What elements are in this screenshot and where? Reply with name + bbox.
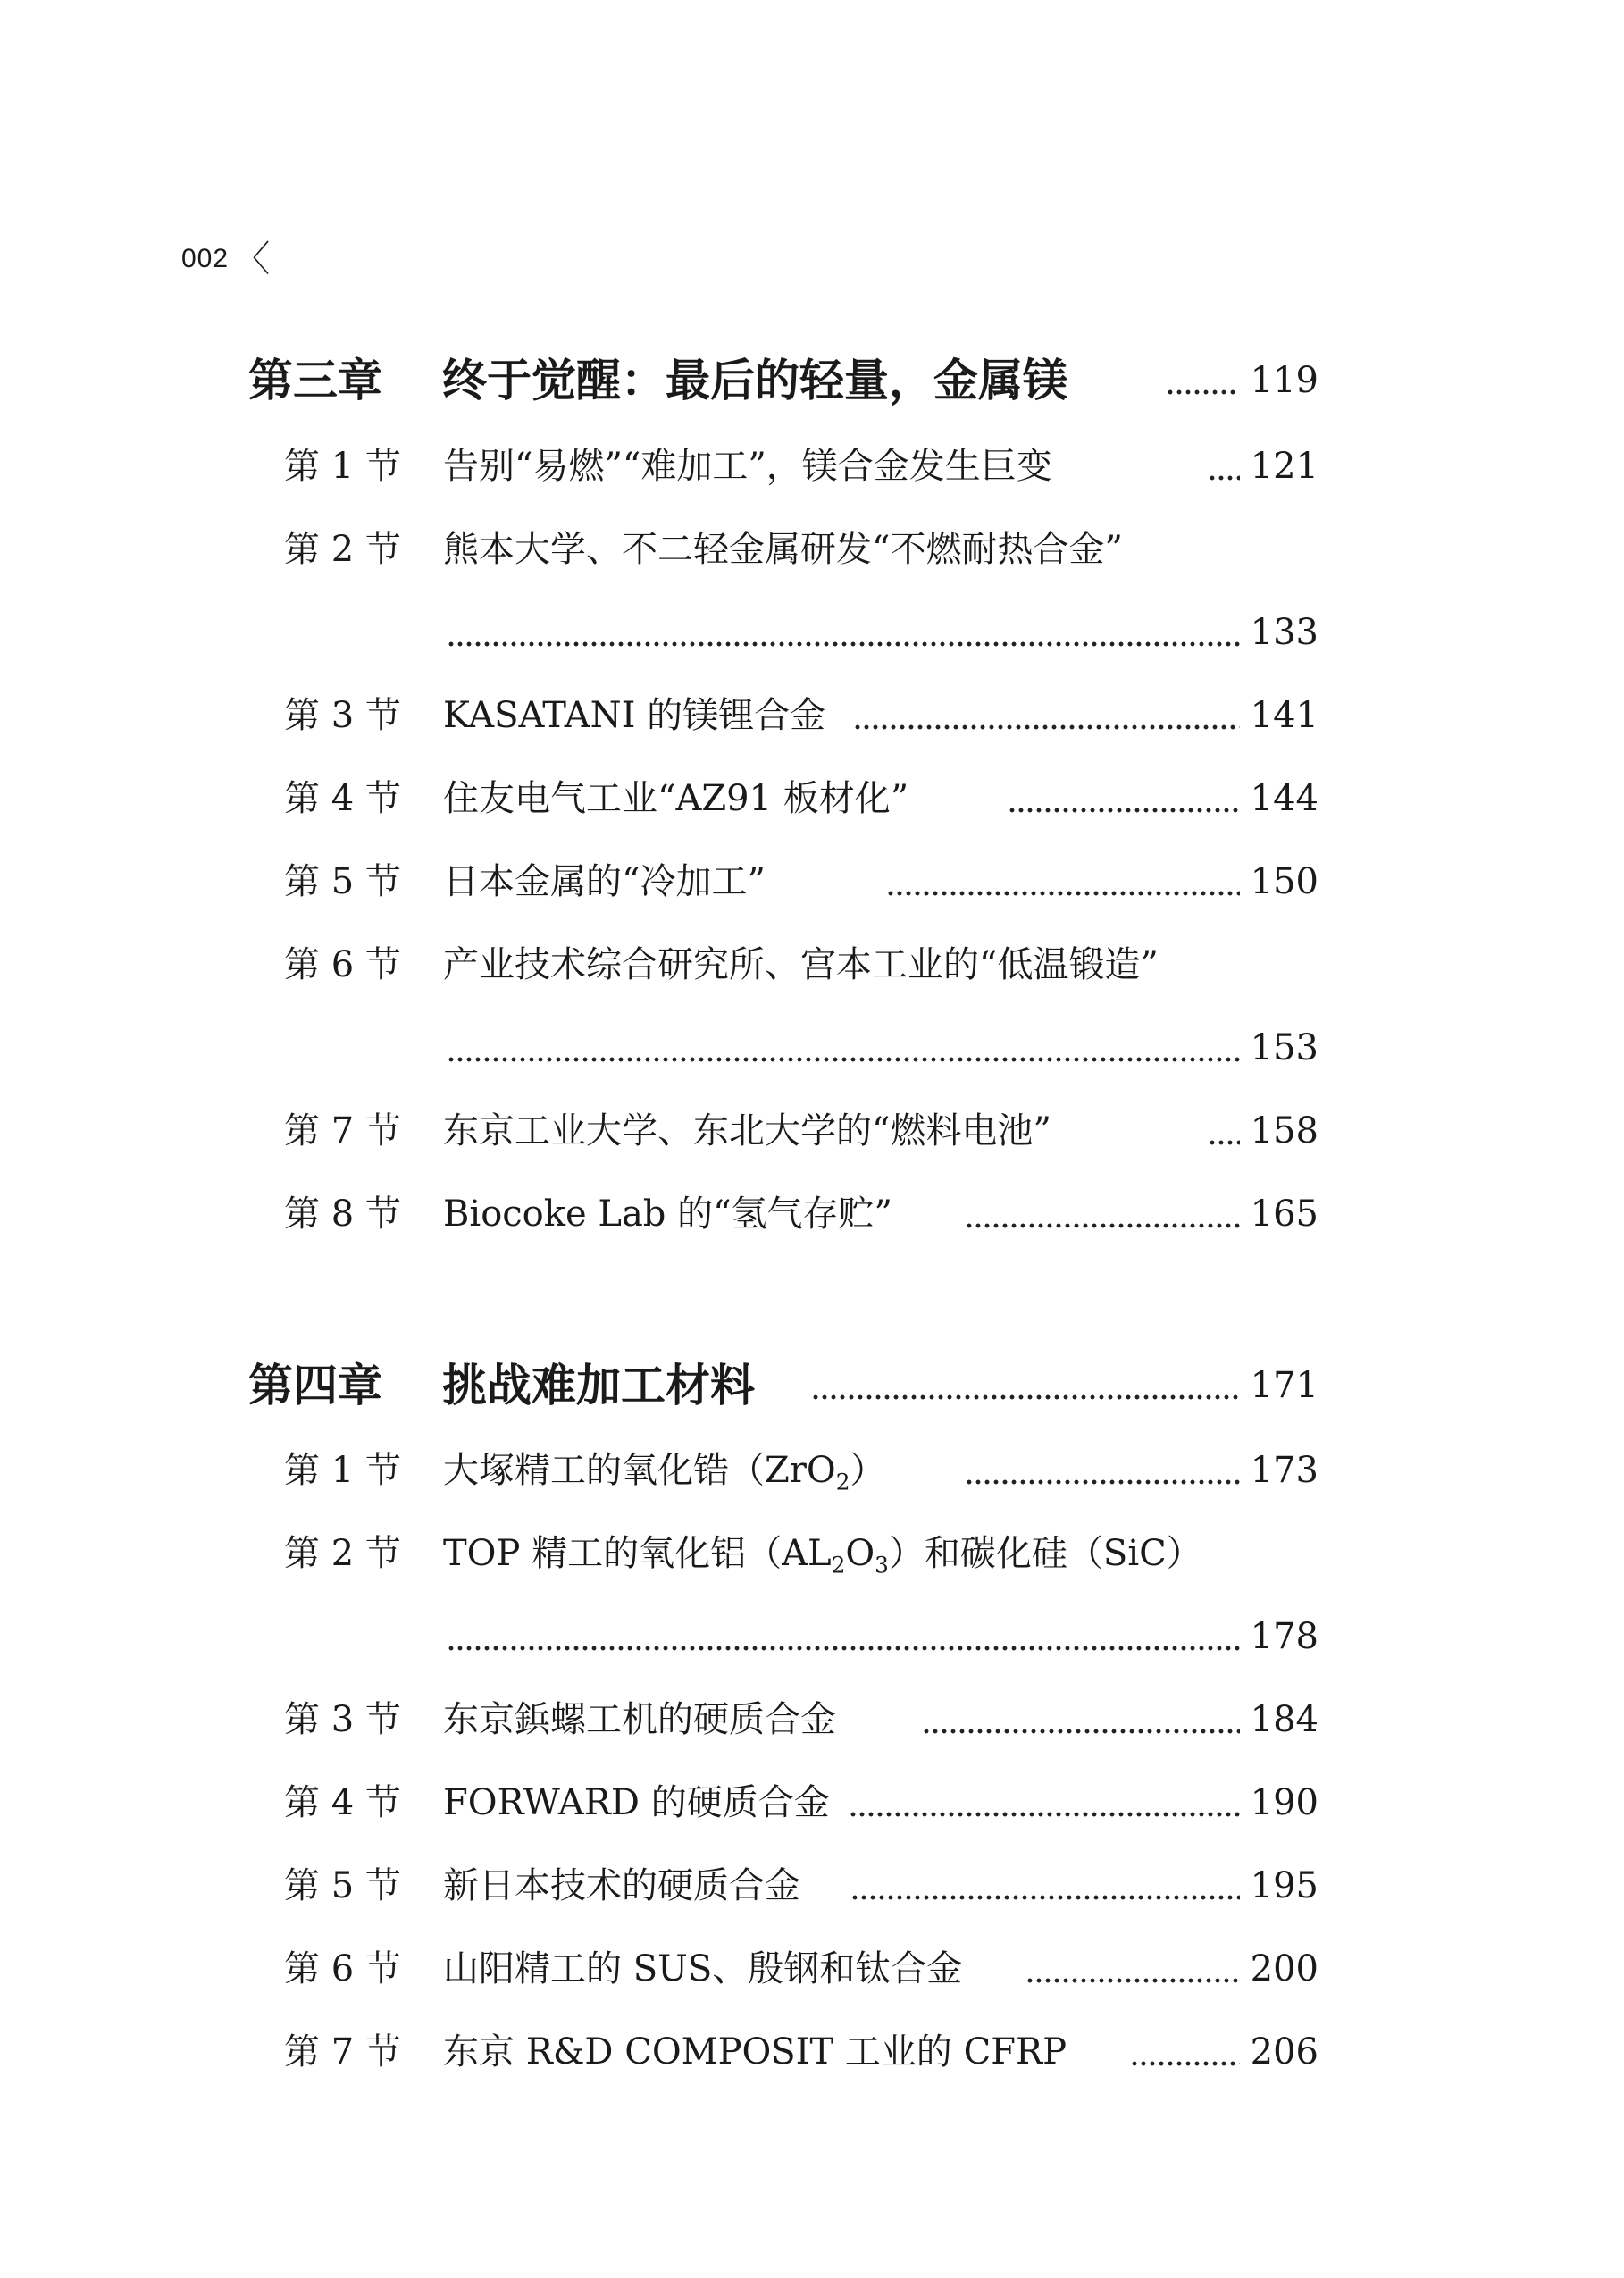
chapter-page-number: 171: [1250, 1365, 1318, 1406]
section-number: 第 7 节: [284, 2031, 401, 2073]
section-page-number: 121: [1250, 446, 1318, 487]
toc-section-row[interactable]: [0, 1859, 1624, 1913]
section-title: 山阳精工的 SUS、殷钢和钛合金: [443, 1948, 963, 1989]
dot-leader: [1025, 1942, 1240, 1996]
section-title: 产业技术综合研究所、宫本工业的“低温锻造”: [443, 944, 1159, 985]
section-number: 第 7 节: [284, 1110, 401, 1152]
section-title: 东京 R&D COMPOSIT 工业的 CFRP: [443, 2031, 1067, 2073]
dot-leader: [965, 1444, 1240, 1497]
chapter-4-row[interactable]: [0, 1359, 1624, 1412]
section-page-number: 173: [1250, 1450, 1318, 1491]
section-number: 第 6 节: [284, 1948, 401, 1989]
section-page-number: 133: [1250, 612, 1318, 653]
toc-section-row[interactable]: [0, 1187, 1624, 1241]
section-title: 熊本大学、不二轻金属研发“不燃耐热合金”: [443, 529, 1123, 570]
section-page-number: 178: [1250, 1616, 1318, 1657]
section-page-number: 206: [1250, 2031, 1318, 2073]
toc-section-row[interactable]: [0, 689, 1624, 742]
section-title: 日本金属的“冷加工”: [443, 861, 766, 902]
page-header: [181, 230, 271, 281]
toc-section-row[interactable]: [0, 440, 1624, 493]
toc-section-row[interactable]: [0, 1104, 1624, 1158]
dot-leader: [447, 1021, 1240, 1075]
section-page-number: 144: [1250, 778, 1318, 819]
chapter-title: 挑战难加工材料: [442, 1359, 755, 1411]
section-title: FORWARD 的硬质合金: [443, 1782, 830, 1823]
chevron-left-icon: 〈: [234, 239, 272, 280]
section-number: 第 5 节: [284, 861, 401, 902]
section-number: 第 2 节: [284, 529, 401, 570]
section-number: 第 3 节: [284, 695, 401, 736]
section-number: 第 1 节: [284, 446, 401, 487]
dot-leader: [853, 689, 1240, 742]
section-page-number: 153: [1250, 1027, 1318, 1068]
section-page-number: 150: [1250, 861, 1318, 902]
section-title: TOP 精工的氧化铝$(AL_2O_3)$和碳化硅（SiC）: [443, 1533, 1202, 1579]
toc-section-row[interactable]: [0, 1527, 1624, 1580]
section-title: 大塚精工的氧化锆（ZrO$_2$）: [443, 1450, 886, 1495]
dot-leader: [1130, 2025, 1240, 2079]
dot-leader: [1008, 772, 1240, 825]
section-number: 第 2 节: [284, 1533, 401, 1574]
section-title: 告别“易燃”“难加工”，镁合金发生巨变: [443, 446, 1052, 487]
toc-section-row-continued[interactable]: [0, 1610, 1624, 1663]
section-number: 第 8 节: [284, 1193, 401, 1235]
chapter-number: 第三章: [248, 354, 382, 406]
toc-section-row[interactable]: [0, 1693, 1624, 1746]
dot-leader: [1166, 354, 1237, 407]
dot-leader: [811, 1359, 1240, 1412]
toc-section-row[interactable]: [0, 523, 1624, 576]
toc-section-row-continued[interactable]: [0, 606, 1624, 659]
dot-leader: [965, 1187, 1240, 1241]
section-title: 住友电气工业“AZ91 板材化”: [443, 778, 909, 819]
section-page-number: 190: [1250, 1782, 1318, 1823]
toc-section-row[interactable]: [0, 855, 1624, 909]
section-page-number: 165: [1250, 1193, 1318, 1235]
dot-leader: [886, 855, 1240, 909]
chapter-number: 第四章: [248, 1359, 382, 1411]
dot-leader: [922, 1693, 1240, 1746]
page-number-label: 002: [181, 244, 230, 273]
toc-section-row-continued[interactable]: [0, 1021, 1624, 1075]
section-number: 第 6 节: [284, 944, 401, 985]
dot-leader: [447, 1610, 1240, 1663]
toc-section-row[interactable]: [0, 1942, 1624, 1996]
dot-leader: [849, 1776, 1240, 1830]
section-title: Biocoke Lab 的“氢气存贮”: [443, 1193, 893, 1235]
toc-section-row[interactable]: [0, 1444, 1624, 1497]
chapter-3-row[interactable]: [0, 354, 1624, 407]
section-number: 第 4 节: [284, 778, 401, 819]
toc-section-row[interactable]: [0, 1776, 1624, 1830]
dot-leader: [850, 1859, 1240, 1913]
section-page-number: 200: [1250, 1948, 1318, 1989]
chapter-title: 终于觉醒：最后的轻量，金属镁: [442, 354, 1067, 406]
dot-leader: [1208, 440, 1240, 493]
section-number: 第 4 节: [284, 1782, 401, 1823]
section-title: 新日本技术的硬质合金: [443, 1865, 800, 1906]
section-number: 第 3 节: [284, 1699, 401, 1740]
toc-section-row[interactable]: [0, 772, 1624, 825]
section-page-number: 141: [1250, 695, 1318, 736]
section-page-number: 158: [1250, 1110, 1318, 1152]
toc-section-row[interactable]: [0, 938, 1624, 992]
section-page-number: 184: [1250, 1699, 1318, 1740]
chapter-page-number: 119: [1250, 360, 1318, 401]
section-number: 第 1 节: [284, 1450, 401, 1491]
dot-leader: [447, 606, 1240, 659]
section-title: 东京鋲螺工机的硬质合金: [443, 1699, 836, 1740]
toc-section-row[interactable]: [0, 2025, 1624, 2079]
section-number: 第 5 节: [284, 1865, 401, 1906]
section-title: KASATANI 的镁锂合金: [443, 695, 826, 736]
dot-leader: [1208, 1104, 1240, 1158]
section-page-number: 195: [1250, 1865, 1318, 1906]
section-title: 东京工业大学、东北大学的“燃料电池”: [443, 1110, 1051, 1152]
